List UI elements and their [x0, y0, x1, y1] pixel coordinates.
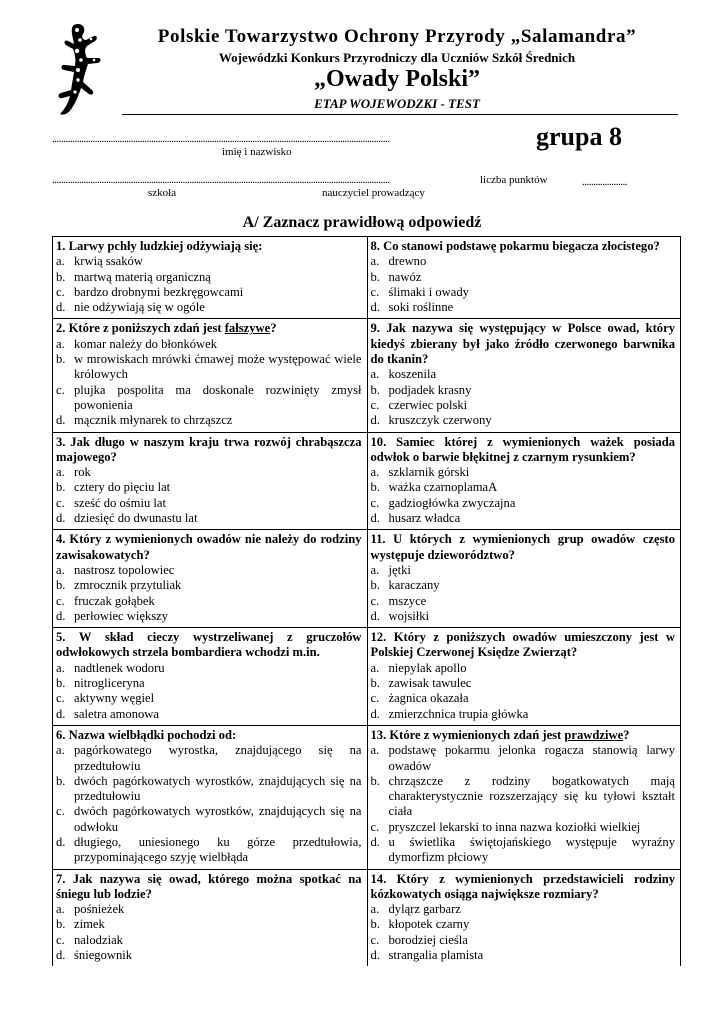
answer-letter: c. — [370, 691, 380, 706]
answer-option[interactable] — [371, 254, 676, 269]
question-cell — [367, 726, 681, 869]
answer-text: szklarnik górski — [388, 465, 470, 480]
answer-letter: a. — [56, 465, 65, 480]
answer-letter: c. — [370, 284, 380, 299]
answer-letter: b. — [370, 382, 380, 397]
answer-option[interactable] — [56, 691, 362, 706]
answer-option[interactable] — [371, 398, 676, 413]
answer-letter: b. — [56, 773, 66, 788]
answer-letter: a. — [56, 743, 65, 758]
answer-letter: d. — [56, 608, 66, 623]
answer-letter: a. — [56, 254, 65, 269]
points-label: liczba punktów — [480, 174, 548, 186]
question-row — [53, 432, 680, 530]
answer-option[interactable] — [56, 609, 362, 624]
answer-option[interactable] — [371, 465, 676, 480]
answer-text: ważka czarnoplamaA — [388, 480, 498, 495]
answer-option[interactable] — [56, 285, 362, 300]
answer-text: zimek — [74, 917, 105, 932]
answer-letter: d. — [370, 706, 380, 721]
answer-option[interactable] — [56, 352, 362, 383]
answer-letter: d. — [370, 300, 380, 315]
salamander-logo-icon — [50, 18, 108, 118]
answer-letter: a. — [370, 254, 380, 269]
answer-letter: b. — [56, 352, 66, 367]
answer-option[interactable] — [371, 300, 676, 315]
question-text: 10. Samiec której z wymienionych ważek posiada odwłok o barwie błękitnej z czarnym rysunkiem? — [370, 434, 675, 464]
answer-option[interactable] — [371, 578, 676, 593]
answer-letter: b. — [370, 578, 380, 593]
answer-text: zmrocznik przytuliak — [74, 578, 182, 593]
answer-option[interactable] — [56, 578, 362, 593]
answer-text: czerwiec polski — [388, 397, 468, 412]
answer-option[interactable] — [371, 270, 676, 285]
answer-text: krwią ssaków — [74, 254, 143, 269]
answer-text: pośnieżek — [74, 902, 125, 917]
question-cell — [367, 628, 681, 725]
question-cell — [53, 433, 367, 530]
answer-text: podjadek krasny — [388, 382, 472, 397]
answer-letter: d. — [370, 413, 380, 428]
answer-letter: b. — [370, 773, 380, 788]
question-cell — [367, 530, 681, 627]
answer-text: zmierzchnica trupia główka — [388, 706, 529, 721]
answer-letter: c. — [370, 819, 380, 834]
school-label: szkoła — [148, 187, 177, 199]
answer-letter: c. — [370, 397, 380, 412]
answer-option[interactable] — [56, 270, 362, 285]
question-cell — [367, 870, 681, 967]
answer-text: nawóz — [388, 269, 422, 284]
answer-option[interactable] — [56, 496, 362, 511]
answer-letter: c. — [56, 593, 65, 608]
question-row — [53, 529, 680, 627]
answer-option[interactable] — [371, 820, 676, 835]
answer-option[interactable] — [56, 337, 362, 352]
answer-option[interactable] — [371, 743, 676, 774]
answer-option[interactable] — [56, 511, 362, 526]
answer-letter: c. — [56, 932, 65, 947]
answer-letter: b. — [56, 917, 66, 932]
question-text: 8. Co stanowi podstawę pokarmu biegacza złocistego? — [370, 239, 660, 253]
answer-letter: d. — [370, 608, 380, 623]
answer-text: śniegownik — [74, 948, 133, 963]
answer-letter: d. — [56, 834, 66, 849]
answer-text: plujka pospolita ma doskonale rozwinięty zmysł powonienia — [74, 382, 362, 412]
answer-letter: b. — [56, 578, 66, 593]
question-text: 9. Jak nazywa się występujący w Polsce owad, który kiedyś zbierany był jako źródło czerwonego barwnika do tkanin? — [370, 321, 675, 367]
answer-text: nalodziak — [74, 932, 123, 947]
answer-text: perłowiec większy — [74, 608, 169, 623]
answer-letter: b. — [56, 269, 66, 284]
question-cell — [367, 319, 681, 431]
answer-option[interactable] — [56, 300, 362, 315]
answer-option[interactable] — [56, 902, 362, 917]
question-text: 13. Które z wymienionych zdań jest prawdziwe? — [370, 727, 630, 742]
answer-option[interactable] — [56, 707, 362, 722]
header-rule — [122, 114, 678, 115]
answer-letter: c. — [370, 932, 380, 947]
answer-option[interactable] — [371, 948, 676, 963]
question-table — [52, 236, 681, 966]
answer-option[interactable] — [371, 917, 676, 932]
answer-option[interactable] — [371, 933, 676, 948]
answer-letter: d. — [56, 511, 66, 526]
answer-option[interactable] — [56, 480, 362, 495]
answer-option[interactable] — [371, 480, 676, 495]
answer-option[interactable] — [56, 743, 362, 774]
question-row — [53, 869, 680, 967]
answer-letter: c. — [56, 804, 65, 819]
question-text: 5. W skład cieczy wystrzeliwanej z gruczołów odwłokowych strzela bombardiera wchodzi m.in. — [56, 630, 362, 660]
question-cell — [53, 726, 367, 869]
answer-option[interactable] — [371, 367, 676, 382]
name-field-dots[interactable]: ...................................................................................................................................................... — [52, 133, 390, 145]
question-row — [53, 627, 680, 725]
answer-option[interactable] — [56, 563, 362, 578]
answer-option[interactable] — [371, 285, 676, 300]
answer-option[interactable] — [56, 933, 362, 948]
school-teacher-dots[interactable]: ...................................................................................................................................................... — [52, 174, 390, 186]
answer-option[interactable] — [56, 383, 362, 414]
answer-letter: d. — [370, 511, 380, 526]
answer-letter: a. — [370, 465, 380, 480]
answer-letter: a. — [56, 660, 65, 675]
answer-text: gadziogłówka zwyczajna — [388, 495, 516, 510]
answer-letter: d. — [56, 948, 66, 963]
question-text: 7. Jak nazywa się owad, którego można spotkać na śniegu lub lodzie? — [56, 871, 362, 901]
answer-text: sześć do ośmiu lat — [74, 495, 166, 510]
answer-option[interactable] — [371, 496, 676, 511]
answer-option[interactable] — [371, 707, 676, 722]
answer-text: komar należy do błonkówek — [74, 336, 218, 351]
answer-text: dyląrz garbarz — [388, 902, 461, 917]
answer-letter: d. — [56, 300, 66, 315]
answer-option[interactable] — [56, 465, 362, 480]
question-row — [53, 318, 680, 431]
answer-option[interactable] — [371, 511, 676, 526]
answer-letter: b. — [370, 917, 380, 932]
answer-text: żagnica okazała — [388, 691, 469, 706]
answer-letter: a. — [370, 562, 380, 577]
answer-option[interactable] — [56, 917, 362, 932]
answer-text: pryszczel lekarski to inna nazwa koziołki wielkiej — [388, 819, 641, 834]
question-row — [53, 236, 680, 318]
org-name: Polskie Towarzystwo Ochrony Przyrody „Salamandra” — [157, 26, 637, 47]
answer-text: długiego, uniesionego ku górze przedtułowia, przypominającego szyję wielbłąda — [74, 834, 362, 865]
answer-letter: a. — [56, 336, 65, 351]
answer-text: niepylak apollo — [388, 660, 467, 675]
question-text: 2. Które z poniższych zdań jest fałszywe? — [56, 321, 277, 336]
answer-text: rok — [74, 465, 91, 480]
answer-letter: a. — [370, 902, 380, 917]
answer-option[interactable] — [56, 948, 362, 963]
stage-label: ETAP WOJEWODZKI - TEST — [314, 96, 480, 111]
section-title: A/ Zaznacz prawidłową odpowiedź — [242, 214, 482, 231]
answer-text: soki roślinne — [388, 300, 454, 315]
answer-text: mszyce — [388, 593, 427, 608]
answer-text: nie odżywiają się w ogóle — [74, 300, 205, 315]
answer-letter: c. — [56, 495, 65, 510]
answer-text: dziesięć do dwunastu lat — [74, 511, 198, 526]
answer-text: w mrowiskach mrówki ćmawej może występować wiele królowych — [74, 352, 362, 382]
answer-letter: c. — [370, 495, 380, 510]
answer-letter: d. — [370, 948, 380, 963]
question-text: 6. Nazwa wielbłądki pochodzi od: — [56, 727, 237, 742]
answer-text: ślimaki i owady — [388, 284, 469, 299]
question-text: 12. Który z poniższych owadów umieszczony jest w Polskiej Czerwonej Księdze Zwierząt? — [370, 630, 675, 660]
answer-option[interactable] — [371, 676, 676, 691]
answer-text: podstawę pokarmu jelonka rogacza stanowią larwy owadów — [388, 743, 675, 773]
answer-text: nastrosz topolowiec — [74, 562, 175, 577]
answer-text: martwą materią organiczną — [74, 269, 211, 284]
question-text: 4. Który z wymienionych owadów nie należy do rodziny zawisakowatych? — [56, 532, 362, 562]
answer-option[interactable] — [56, 594, 362, 609]
answer-text: dwóch pagórkowatych wyrostków, znajdujących się na odwłoku — [74, 804, 362, 834]
question-cell — [53, 628, 367, 725]
answer-text: bardzo drobnymi bezkręgowcami — [74, 284, 244, 299]
answer-letter: b. — [56, 676, 66, 691]
answer-option[interactable] — [56, 254, 362, 269]
answer-text: kłopotek czarny — [388, 917, 470, 932]
answer-text: aktywny węgiel — [74, 691, 155, 706]
answer-text: husarz władca — [388, 511, 461, 526]
answer-option[interactable] — [56, 835, 362, 866]
answer-option[interactable] — [56, 413, 362, 428]
answer-option[interactable] — [56, 774, 362, 805]
question-row — [53, 725, 680, 869]
answer-text: saletra amonowa — [74, 706, 159, 721]
answer-letter: a. — [370, 367, 380, 382]
answer-letter: b. — [370, 480, 380, 495]
answer-letter: c. — [56, 691, 65, 706]
answer-option[interactable] — [56, 676, 362, 691]
answer-text: nadtlenek wodoru — [74, 660, 165, 675]
answer-option[interactable] — [371, 594, 676, 609]
answer-letter: b. — [370, 676, 380, 691]
answer-text: kruszczyk czerwony — [388, 413, 492, 428]
answer-text: dwóch pagórkowatych wyrostków, znajdujących się na przedtułowiu — [74, 773, 362, 804]
answer-option[interactable] — [56, 661, 362, 676]
answer-option[interactable] — [56, 804, 362, 835]
question-text: 3. Jak długo w naszym kraju trwa rozwój chrabąszcza majowego? — [56, 434, 362, 464]
answer-option[interactable] — [371, 383, 676, 398]
question-text: 1. Larwy pchły ludzkiej odżywiają się: — [56, 239, 263, 253]
question-cell — [367, 237, 681, 318]
answer-letter: d. — [56, 706, 66, 721]
answer-text: wojsiłki — [388, 608, 430, 623]
test-title: „Owady Polski” — [313, 66, 481, 92]
answer-letter: a. — [370, 660, 380, 675]
answer-text: cztery do pięciu lat — [74, 480, 171, 495]
answer-text: chrząszcze z rodziny bogatkowatych mają charakterystycznie rozszerzający się ku tyłowi kształt ciała — [388, 773, 675, 819]
question-cell — [53, 319, 367, 431]
question-cell — [53, 530, 367, 627]
answer-letter: a. — [370, 743, 380, 758]
answer-text: koszenila — [388, 367, 437, 382]
answer-option[interactable] — [371, 691, 676, 706]
answer-text: pagórkowatego wyrostka, znajdującego się na przedtułowiu — [74, 743, 362, 773]
question-emphasis: fałszywe — [224, 321, 271, 336]
question-cell — [53, 237, 367, 318]
answer-option[interactable] — [371, 774, 676, 820]
answer-text: fruczak gołąbek — [74, 593, 155, 608]
answer-letter: c. — [56, 284, 65, 299]
answer-option[interactable] — [371, 902, 676, 917]
answer-letter: c. — [56, 382, 65, 397]
answer-option[interactable] — [371, 563, 676, 578]
answer-option[interactable] — [371, 609, 676, 624]
contest-name: Wojewódzki Konkurs Przyrodniczy dla Uczniów Szkół Średnich — [218, 50, 576, 65]
answer-text: karaczany — [388, 578, 440, 593]
points-field-dots[interactable]: .................... — [582, 176, 627, 188]
group-label: grupa 8 — [536, 122, 622, 151]
question-cell — [367, 433, 681, 530]
answer-text: zawisak tawulec — [388, 676, 472, 691]
answer-option[interactable] — [371, 661, 676, 676]
answer-letter: b. — [370, 269, 380, 284]
answer-option[interactable] — [371, 835, 676, 866]
answer-text: strangalia plamista — [388, 948, 484, 963]
answer-option[interactable] — [371, 413, 676, 428]
answer-text: nitrogliceryna — [74, 676, 145, 691]
answer-text: borodziej cieśla — [388, 932, 468, 947]
answer-text: u świetlika świętojańskiego występuje wyraźny dymorfizm płciowy — [388, 834, 675, 865]
answer-letter: d. — [370, 834, 380, 849]
name-field-label: imię i nazwisko — [222, 146, 292, 158]
answer-text: jętki — [388, 562, 411, 577]
question-emphasis: prawdziwe — [564, 727, 624, 742]
question-text: 14. Który z wymienionych przedstawicieli rodziny kózkowatych osiąga największe rozmiary? — [370, 871, 675, 901]
answer-letter: c. — [370, 593, 380, 608]
teacher-label: nauczyciel prowadzący — [322, 187, 425, 199]
question-cell — [53, 870, 367, 967]
answer-text: mącznik młynarek to chrząszcz — [74, 413, 233, 428]
answer-letter: b. — [56, 480, 66, 495]
answer-letter: a. — [56, 562, 65, 577]
answer-letter: d. — [56, 413, 66, 428]
answer-letter: a. — [56, 902, 65, 917]
answer-text: drewno — [388, 254, 427, 269]
question-text: 11. U których z wymienionych grup owadów często występuje dzieworództwo? — [370, 532, 675, 562]
